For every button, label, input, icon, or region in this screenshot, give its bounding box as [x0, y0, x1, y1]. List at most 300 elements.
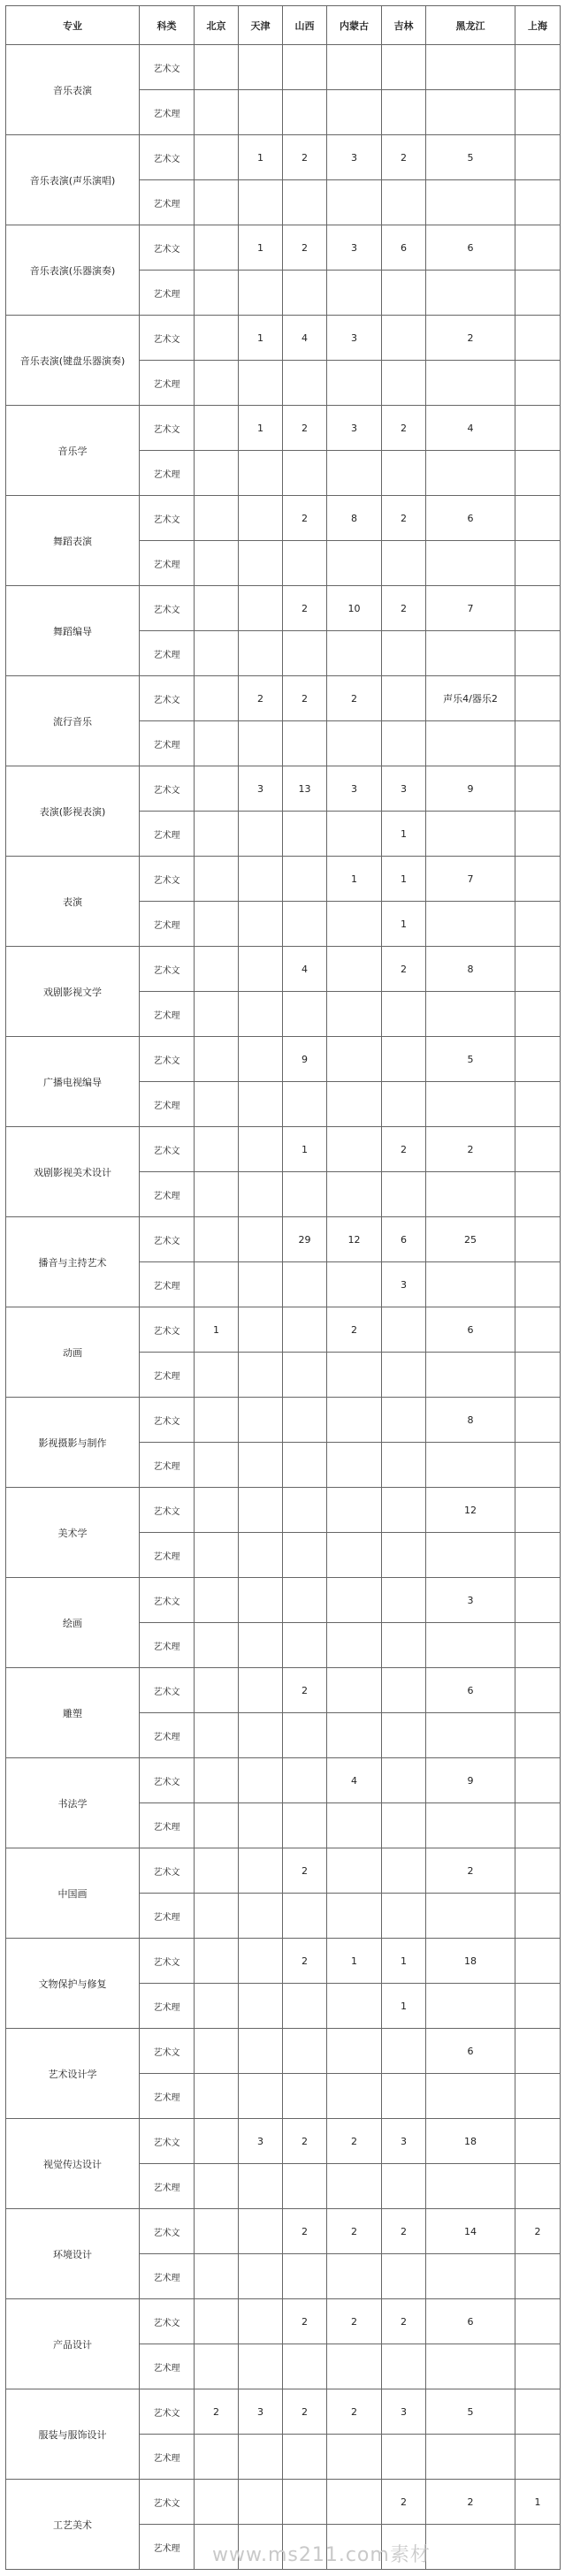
shanghai-cell	[515, 2344, 561, 2389]
major-cell: 文物保护与修复	[6, 1939, 140, 2029]
tianjin-cell	[239, 631, 283, 676]
table-row	[6, 496, 561, 541]
jilin-cell: 2	[382, 947, 426, 992]
neimenggu-cell	[327, 2074, 382, 2119]
heilongjiang-cell	[426, 1803, 515, 1848]
shanghai-cell	[515, 225, 561, 271]
shanghai-cell	[515, 1353, 561, 1398]
category-cell: 艺术文	[140, 496, 195, 541]
shanghai-cell	[515, 902, 561, 947]
beijing-cell	[195, 812, 239, 857]
shanghai-cell	[515, 1488, 561, 1533]
tianjin-cell	[239, 1668, 283, 1713]
jilin-cell: 3	[382, 1262, 426, 1307]
category-cell: 艺术理	[140, 1172, 195, 1217]
jilin-cell	[382, 2254, 426, 2299]
category-cell: 艺术理	[140, 1082, 195, 1127]
shanghai-cell	[515, 45, 561, 90]
shanxi-cell	[283, 1353, 327, 1398]
tianjin-cell	[239, 721, 283, 766]
neimenggu-cell	[327, 947, 382, 992]
tianjin-cell	[239, 2435, 283, 2480]
heilongjiang-cell	[426, 90, 515, 135]
jilin-cell	[382, 1803, 426, 1848]
heilongjiang-cell	[426, 2344, 515, 2389]
heilongjiang-cell: 2	[426, 1848, 515, 1894]
table-row	[6, 2389, 561, 2435]
tianjin-cell: 3	[239, 766, 283, 812]
category-cell: 艺术理	[140, 2254, 195, 2299]
category-cell: 艺术理	[140, 2344, 195, 2389]
shanxi-cell: 13	[283, 766, 327, 812]
shanxi-cell	[283, 1578, 327, 1623]
heilongjiang-cell: 6	[426, 2029, 515, 2074]
category-cell: 艺术理	[140, 180, 195, 225]
neimenggu-cell: 4	[327, 1758, 382, 1803]
beijing-cell	[195, 947, 239, 992]
tianjin-cell	[239, 180, 283, 225]
neimenggu-cell	[327, 1398, 382, 1443]
beijing-cell	[195, 2164, 239, 2209]
tianjin-cell	[239, 1894, 283, 1939]
major-cell: 音乐表演	[6, 45, 140, 135]
shanghai-cell	[515, 135, 561, 180]
tianjin-cell	[239, 1533, 283, 1578]
shanghai-cell	[515, 1803, 561, 1848]
table-row	[6, 947, 561, 992]
neimenggu-cell	[327, 2164, 382, 2209]
tianjin-cell: 1	[239, 135, 283, 180]
category-cell: 艺术理	[140, 2435, 195, 2480]
beijing-cell	[195, 1623, 239, 1668]
neimenggu-cell	[327, 1713, 382, 1758]
beijing-cell	[195, 496, 239, 541]
shanxi-cell	[283, 1803, 327, 1848]
table-row	[6, 2299, 561, 2344]
shanxi-cell	[283, 1984, 327, 2029]
beijing-cell	[195, 857, 239, 902]
category-cell: 艺术文	[140, 1758, 195, 1803]
neimenggu-cell: 10	[327, 586, 382, 631]
shanghai-cell	[515, 451, 561, 496]
header-shanxi: 山西	[283, 6, 327, 45]
shanxi-cell	[283, 631, 327, 676]
heilongjiang-cell: 6	[426, 225, 515, 271]
jilin-cell: 1	[382, 902, 426, 947]
major-cell: 流行音乐	[6, 676, 140, 766]
beijing-cell	[195, 631, 239, 676]
neimenggu-cell: 3	[327, 225, 382, 271]
jilin-cell	[382, 992, 426, 1037]
shanxi-cell	[283, 1082, 327, 1127]
tianjin-cell	[239, 1984, 283, 2029]
major-cell: 表演	[6, 857, 140, 947]
shanxi-cell	[283, 2164, 327, 2209]
category-cell: 艺术理	[140, 1533, 195, 1578]
heilongjiang-cell	[426, 1172, 515, 1217]
jilin-cell: 2	[382, 406, 426, 451]
category-cell: 艺术理	[140, 1713, 195, 1758]
shanghai-cell	[515, 316, 561, 361]
major-cell: 广播电视编导	[6, 1037, 140, 1127]
shanxi-cell	[283, 1443, 327, 1488]
neimenggu-cell	[327, 1082, 382, 1127]
shanghai-cell	[515, 1262, 561, 1307]
table-row	[6, 676, 561, 721]
shanxi-cell	[283, 451, 327, 496]
beijing-cell	[195, 2254, 239, 2299]
beijing-cell	[195, 1758, 239, 1803]
beijing-cell	[195, 225, 239, 271]
beijing-cell	[195, 541, 239, 586]
jilin-cell: 3	[382, 2389, 426, 2435]
shanxi-cell	[283, 90, 327, 135]
category-cell: 艺术文	[140, 225, 195, 271]
shanghai-cell	[515, 2435, 561, 2480]
category-cell: 艺术文	[140, 1848, 195, 1894]
shanxi-cell: 2	[283, 676, 327, 721]
shanxi-cell	[283, 1398, 327, 1443]
jilin-cell	[382, 180, 426, 225]
major-cell: 产品设计	[6, 2299, 140, 2389]
header-shanghai: 上海	[515, 6, 561, 45]
shanghai-cell	[515, 721, 561, 766]
jilin-cell	[382, 2344, 426, 2389]
shanghai-cell	[515, 2164, 561, 2209]
heilongjiang-cell: 2	[426, 316, 515, 361]
shanxi-cell: 4	[283, 947, 327, 992]
table-row	[6, 857, 561, 902]
category-cell: 艺术理	[140, 2525, 195, 2570]
major-cell: 音乐表演(声乐演唱)	[6, 135, 140, 225]
category-cell: 艺术文	[140, 1127, 195, 1172]
shanghai-cell	[515, 361, 561, 406]
shanxi-cell	[283, 1307, 327, 1353]
heilongjiang-cell	[426, 992, 515, 1037]
jilin-cell	[382, 1172, 426, 1217]
shanghai-cell	[515, 1984, 561, 2029]
heilongjiang-cell: 3	[426, 1578, 515, 1623]
neimenggu-cell	[327, 90, 382, 135]
jilin-cell: 1	[382, 1939, 426, 1984]
beijing-cell	[195, 1172, 239, 1217]
tianjin-cell	[239, 1939, 283, 1984]
category-cell: 艺术文	[140, 1488, 195, 1533]
heilongjiang-cell	[426, 721, 515, 766]
tianjin-cell	[239, 361, 283, 406]
shanghai-cell	[515, 541, 561, 586]
major-cell: 戏剧影视文学	[6, 947, 140, 1037]
jilin-cell	[382, 90, 426, 135]
table-row	[6, 2029, 561, 2074]
neimenggu-cell	[327, 1623, 382, 1668]
category-cell: 艺术文	[140, 45, 195, 90]
table-row	[6, 1037, 561, 1082]
neimenggu-cell	[327, 2480, 382, 2525]
header-beijing: 北京	[195, 6, 239, 45]
neimenggu-cell: 1	[327, 857, 382, 902]
major-cell: 音乐学	[6, 406, 140, 496]
jilin-cell: 2	[382, 2299, 426, 2344]
shanxi-cell	[283, 2029, 327, 2074]
jilin-cell	[382, 2029, 426, 2074]
tianjin-cell: 1	[239, 406, 283, 451]
header-row	[6, 6, 561, 45]
shanghai-cell	[515, 947, 561, 992]
table-row	[6, 135, 561, 180]
jilin-cell	[382, 1037, 426, 1082]
jilin-cell	[382, 316, 426, 361]
neimenggu-cell: 2	[327, 1307, 382, 1353]
heilongjiang-cell: 9	[426, 766, 515, 812]
header-jilin: 吉林	[382, 6, 426, 45]
shanghai-cell	[515, 992, 561, 1037]
table-row	[6, 766, 561, 812]
beijing-cell	[195, 90, 239, 135]
tianjin-cell	[239, 2209, 283, 2254]
jilin-cell	[382, 676, 426, 721]
beijing-cell	[195, 1668, 239, 1713]
jilin-cell	[382, 1623, 426, 1668]
tianjin-cell	[239, 1307, 283, 1353]
beijing-cell	[195, 2299, 239, 2344]
neimenggu-cell: 2	[327, 676, 382, 721]
table-row	[6, 1127, 561, 1172]
beijing-cell	[195, 766, 239, 812]
neimenggu-cell	[327, 361, 382, 406]
shanxi-cell	[283, 271, 327, 316]
neimenggu-cell: 3	[327, 406, 382, 451]
beijing-cell	[195, 2029, 239, 2074]
neimenggu-cell	[327, 2029, 382, 2074]
beijing-cell	[195, 1082, 239, 1127]
beijing-cell	[195, 2480, 239, 2525]
tianjin-cell	[239, 541, 283, 586]
jilin-cell	[382, 541, 426, 586]
shanxi-cell: 2	[283, 1848, 327, 1894]
tianjin-cell	[239, 947, 283, 992]
category-cell: 艺术理	[140, 361, 195, 406]
heilongjiang-cell	[426, 45, 515, 90]
major-cell: 艺术设计学	[6, 2029, 140, 2119]
major-cell: 工艺美术	[6, 2480, 140, 2570]
heilongjiang-cell: 18	[426, 2119, 515, 2164]
table-row	[6, 1398, 561, 1443]
jilin-cell	[382, 1488, 426, 1533]
shanxi-cell	[283, 1758, 327, 1803]
category-cell: 艺术文	[140, 1037, 195, 1082]
neimenggu-cell: 2	[327, 2299, 382, 2344]
beijing-cell	[195, 1533, 239, 1578]
heilongjiang-cell	[426, 1443, 515, 1488]
beijing-cell	[195, 1037, 239, 1082]
table-row	[6, 1488, 561, 1533]
shanxi-cell	[283, 541, 327, 586]
tianjin-cell	[239, 1623, 283, 1668]
jilin-cell: 3	[382, 766, 426, 812]
neimenggu-cell	[327, 180, 382, 225]
beijing-cell	[195, 361, 239, 406]
category-cell: 艺术理	[140, 1984, 195, 2029]
heilongjiang-cell: 9	[426, 1758, 515, 1803]
table-row	[6, 586, 561, 631]
shanghai-cell	[515, 90, 561, 135]
jilin-cell: 2	[382, 586, 426, 631]
category-cell: 艺术理	[140, 271, 195, 316]
jilin-cell: 1	[382, 857, 426, 902]
shanxi-cell	[283, 1713, 327, 1758]
beijing-cell	[195, 1803, 239, 1848]
neimenggu-cell	[327, 45, 382, 90]
tianjin-cell	[239, 2344, 283, 2389]
header-category: 科类	[140, 6, 195, 45]
major-cell: 音乐表演(键盘乐器演奏)	[6, 316, 140, 406]
shanxi-cell	[283, 1172, 327, 1217]
beijing-cell	[195, 2119, 239, 2164]
category-cell: 艺术文	[140, 766, 195, 812]
jilin-cell	[382, 1533, 426, 1578]
neimenggu-cell: 8	[327, 496, 382, 541]
table-row	[6, 1758, 561, 1803]
major-cell: 中国画	[6, 1848, 140, 1939]
tianjin-cell: 3	[239, 2389, 283, 2435]
shanxi-cell: 2	[283, 2299, 327, 2344]
category-cell: 艺术文	[140, 857, 195, 902]
tianjin-cell	[239, 586, 283, 631]
shanghai-cell	[515, 271, 561, 316]
neimenggu-cell	[327, 2435, 382, 2480]
major-cell: 表演(影视表演)	[6, 766, 140, 857]
heilongjiang-cell: 4	[426, 406, 515, 451]
beijing-cell	[195, 316, 239, 361]
shanxi-cell	[283, 1623, 327, 1668]
category-cell: 艺术文	[140, 676, 195, 721]
heilongjiang-cell	[426, 1533, 515, 1578]
heilongjiang-cell: 6	[426, 1307, 515, 1353]
tianjin-cell	[239, 992, 283, 1037]
shanxi-cell: 9	[283, 1037, 327, 1082]
jilin-cell	[382, 1668, 426, 1713]
heilongjiang-cell	[426, 1713, 515, 1758]
beijing-cell	[195, 1353, 239, 1398]
jilin-cell	[382, 2164, 426, 2209]
jilin-cell: 2	[382, 135, 426, 180]
jilin-cell	[382, 361, 426, 406]
heilongjiang-cell: 25	[426, 1217, 515, 1262]
shanxi-cell	[283, 180, 327, 225]
jilin-cell	[382, 1353, 426, 1398]
shanghai-cell	[515, 1894, 561, 1939]
heilongjiang-cell	[426, 361, 515, 406]
shanghai-cell	[515, 2254, 561, 2299]
neimenggu-cell	[327, 271, 382, 316]
beijing-cell	[195, 586, 239, 631]
tianjin-cell	[239, 1578, 283, 1623]
tianjin-cell	[239, 2254, 283, 2299]
shanxi-cell	[283, 992, 327, 1037]
shanxi-cell: 2	[283, 2119, 327, 2164]
shanxi-cell: 2	[283, 1939, 327, 1984]
tianjin-cell: 3	[239, 2119, 283, 2164]
beijing-cell	[195, 180, 239, 225]
category-cell: 艺术理	[140, 2164, 195, 2209]
category-cell: 艺术理	[140, 721, 195, 766]
jilin-cell	[382, 271, 426, 316]
heilongjiang-cell	[426, 1894, 515, 1939]
neimenggu-cell: 3	[327, 766, 382, 812]
shanghai-cell	[515, 1307, 561, 1353]
major-cell: 动画	[6, 1307, 140, 1398]
shanxi-cell: 2	[283, 2389, 327, 2435]
neimenggu-cell	[327, 721, 382, 766]
jilin-cell	[382, 1307, 426, 1353]
shanxi-cell	[283, 2344, 327, 2389]
neimenggu-cell: 1	[327, 1939, 382, 1984]
table-row	[6, 1578, 561, 1623]
tianjin-cell	[239, 496, 283, 541]
neimenggu-cell	[327, 1353, 382, 1398]
table-row	[6, 1848, 561, 1894]
shanxi-cell	[283, 1262, 327, 1307]
major-cell: 戏剧影视美术设计	[6, 1127, 140, 1217]
shanxi-cell	[283, 361, 327, 406]
heilongjiang-cell: 5	[426, 2389, 515, 2435]
category-cell: 艺术理	[140, 90, 195, 135]
major-cell: 书法学	[6, 1758, 140, 1848]
beijing-cell	[195, 721, 239, 766]
jilin-cell	[382, 1578, 426, 1623]
category-cell: 艺术理	[140, 541, 195, 586]
category-cell: 艺术文	[140, 135, 195, 180]
major-cell: 舞蹈表演	[6, 496, 140, 586]
heilongjiang-cell	[426, 180, 515, 225]
shanxi-cell	[283, 1533, 327, 1578]
category-cell: 艺术文	[140, 2299, 195, 2344]
shanghai-cell	[515, 496, 561, 541]
shanghai-cell	[515, 1848, 561, 1894]
shanxi-cell: 2	[283, 135, 327, 180]
heilongjiang-cell	[426, 631, 515, 676]
category-cell: 艺术文	[140, 1668, 195, 1713]
table-row	[6, 2119, 561, 2164]
beijing-cell	[195, 1848, 239, 1894]
category-cell: 艺术理	[140, 451, 195, 496]
shanxi-cell: 2	[283, 2209, 327, 2254]
neimenggu-cell	[327, 1262, 382, 1307]
tianjin-cell	[239, 1262, 283, 1307]
tianjin-cell	[239, 2299, 283, 2344]
beijing-cell	[195, 1939, 239, 1984]
shanghai-cell	[515, 1398, 561, 1443]
tianjin-cell	[239, 1848, 283, 1894]
watermark: www.ms211.com素材	[212, 2544, 431, 2566]
heilongjiang-cell	[426, 1623, 515, 1668]
shanghai-cell	[515, 631, 561, 676]
jilin-cell: 2	[382, 2209, 426, 2254]
category-cell: 艺术文	[140, 1217, 195, 1262]
neimenggu-cell	[327, 992, 382, 1037]
beijing-cell	[195, 1262, 239, 1307]
neimenggu-cell	[327, 631, 382, 676]
jilin-cell: 3	[382, 2119, 426, 2164]
shanxi-cell	[283, 857, 327, 902]
tianjin-cell	[239, 2480, 283, 2525]
shanxi-cell	[283, 721, 327, 766]
major-cell: 美术学	[6, 1488, 140, 1578]
neimenggu-cell: 2	[327, 2209, 382, 2254]
major-cell: 影视摄影与制作	[6, 1398, 140, 1488]
major-cell: 服装与服饰设计	[6, 2389, 140, 2480]
